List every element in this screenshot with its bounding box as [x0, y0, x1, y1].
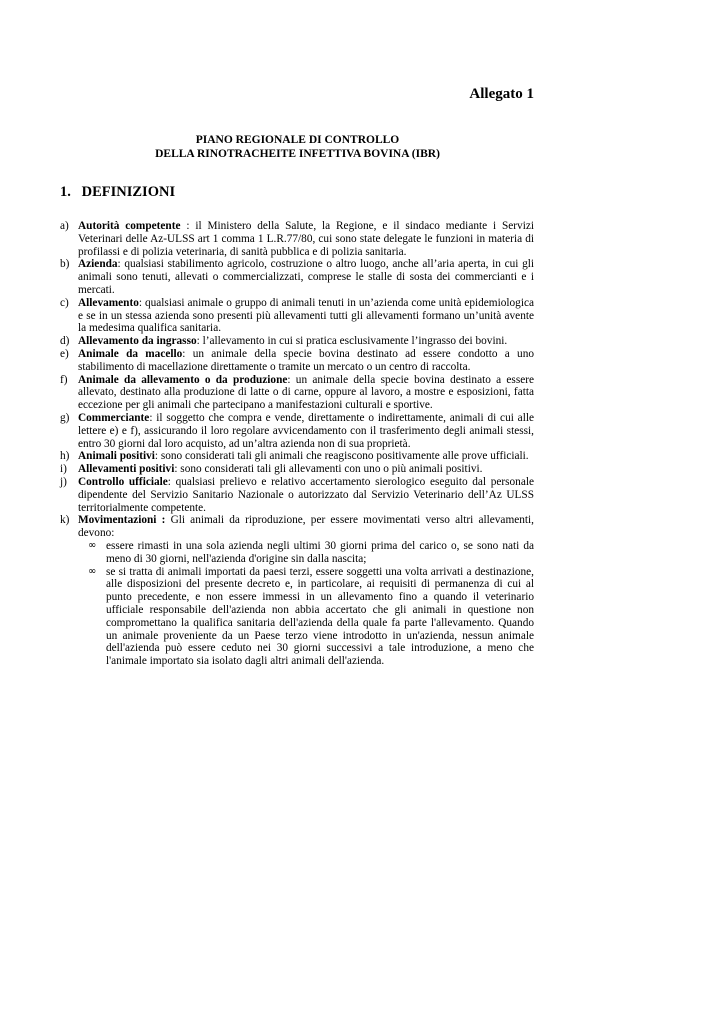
definition-letter: k) [60, 514, 70, 527]
definition-term: Allevamenti positivi [78, 463, 175, 476]
section-number: 1. [60, 184, 71, 200]
subitem-text: se si tratta di animali importati da paesi terzi, essere soggetti una volta arrivati a destinazione, alle disposizioni del presente decreto e, in particolare, ai requisiti di permanenza di cui al punto precedente, e non essere immessi in un allevamento fino a quando il veterinario ufficiale responsabile dell'azienda non abbia accertato che gli animali in questione non compromettano la qualifica sanitaria dell'azienda della quale fa parte l'allevamento. Quando un animale proveniente da un Paese terzo viene introdotto in un'azienda, nessun animale dell'azienda può essere ceduto nei 30 giorni successivi a tale introduzione, a meno che l'animale importato sia isolato dagli altri animali dell'azienda. [106, 565, 534, 668]
definitions-list [60, 220, 534, 668]
definition-item [60, 412, 534, 450]
definition-item [60, 258, 534, 296]
definition-letter: i) [60, 463, 67, 476]
definition-letter: h) [60, 450, 70, 463]
definition-term: Allevamento da ingrasso [78, 335, 197, 348]
definition-text: : il Ministero della Salute, la Regione, e il sindaco mediante i Servizi Veterinari delle Az-ULSS art 1 comma 1 L.R.77/80, cui sono state delegate le funzioni in materia di profilassi e di polizia veterinaria, di sanità pubblica e di polizia sanitaria. [78, 220, 534, 258]
definition-term: Commerciante [78, 411, 150, 424]
definition-letter: e) [60, 347, 69, 360]
movimentazioni-subitem [78, 566, 534, 668]
definition-text: : il soggetto che compra e vende, direttamente o indirettamente, animali di cui alle lettere e) e f), assicurando il loro regolare avvicendamento con il trasferimento degli animali stessi, entro 30 giorni dal loro acquisto, ad un’altra azienda non di sua proprietà. [78, 411, 534, 450]
definition-term: Animale da allevamento o da produzione [78, 373, 288, 386]
definition-term: Animali positivi [78, 450, 155, 463]
title-line-1: PIANO REGIONALE DI CONTROLLO [195, 134, 400, 146]
definition-text: : sono considerati tali gli allevamenti con uno o più animali positivi. [174, 463, 483, 476]
definition-letter: b) [60, 258, 70, 271]
definition-term: Movimentazioni : [78, 514, 166, 527]
definition-item [60, 348, 534, 374]
infinity-bullet-icon: ∞ [88, 539, 97, 551]
definition-text: : qualsiasi animale o gruppo di animali tenuti in un’azienda come unità epidemiologica e se in un stessa azienda sono presenti più allevamenti tutti gli allevamenti formano un’unità avente la medesima qualifica sanitaria. [78, 296, 534, 335]
definition-term: Controllo ufficiale [78, 475, 168, 488]
definition-text: : qualsiasi prelievo e relativo accertamento sierologico eseguito dal personale dipendente del Servizio Sanitario Nazionale o autorizzato dal Servizio Veterinario dell’Az ULSS territorialmente competente. [78, 475, 534, 514]
definition-text: : un animale della specie bovina destinato ad essere condotto a uno stabilimento di macellazione direttamente o tramite un mercato o un centro di raccolta. [78, 347, 534, 373]
title-line-2: DELLA RINOTRACHEITE INFETTIVA BOVINA (IBR) [155, 148, 440, 160]
movimentazioni-subitem [78, 540, 534, 566]
definition-term: Allevamento [78, 296, 139, 309]
definition-letter: c) [60, 296, 69, 309]
definition-text: : un animale della specie bovina destinato a essere allevato, destinato alla produzione di latte o di carne, oppure al lavoro, a mostre e esposizioni, fatta eccezione per gli animali che partecipano a manifestazioni culturali e sportive. [78, 373, 535, 412]
definition-item [60, 463, 534, 476]
definition-term: Animale da macello [78, 347, 183, 360]
definition-text: : qualsiasi stabilimento agricolo, costruzione o altro luogo, anche all’aria aperta, in cui gli animali sono tenuti, allevati o commercializzati, comprese le stalle di sosta dei commercianti e i mercati. [78, 258, 534, 296]
definition-item [60, 374, 534, 412]
definition-letter: a) [60, 220, 69, 232]
definition-letter: d) [60, 335, 70, 348]
definition-item [60, 450, 534, 463]
definition-letter: g) [60, 411, 70, 424]
definition-text: : l’allevamento in cui si pratica esclusivamente l’ingrasso dei bovini. [196, 335, 508, 348]
definition-text: : sono considerati tali gli animali che reagiscono positivamente alle prove ufficiali. [154, 450, 529, 463]
section-title: DEFINIZIONI [81, 184, 176, 200]
definition-term: Azienda [78, 258, 118, 271]
definition-term: Autorità competente [78, 220, 181, 232]
definition-text: Gli animali da riproduzione, per essere movimentati verso altri allevamenti, devono: [78, 514, 534, 540]
definition-letter: f) [60, 373, 68, 386]
definition-item [60, 514, 534, 668]
definition-item [60, 476, 534, 514]
subitem-text: essere rimasti in una sola azienda negli ultimi 30 giorni prima del carico o, se sono nati da meno di 30 giorni, nell'azienda d'origine sin dalla nascita; [106, 539, 534, 565]
definition-letter: j) [60, 475, 67, 488]
infinity-bullet-icon: ∞ [88, 565, 97, 577]
definition-item [60, 335, 534, 348]
definition-item [60, 220, 534, 258]
definition-item [60, 297, 534, 335]
document-title [60, 133, 535, 161]
section-heading [60, 184, 175, 201]
attachment-label: Allegato 1 [469, 86, 534, 102]
